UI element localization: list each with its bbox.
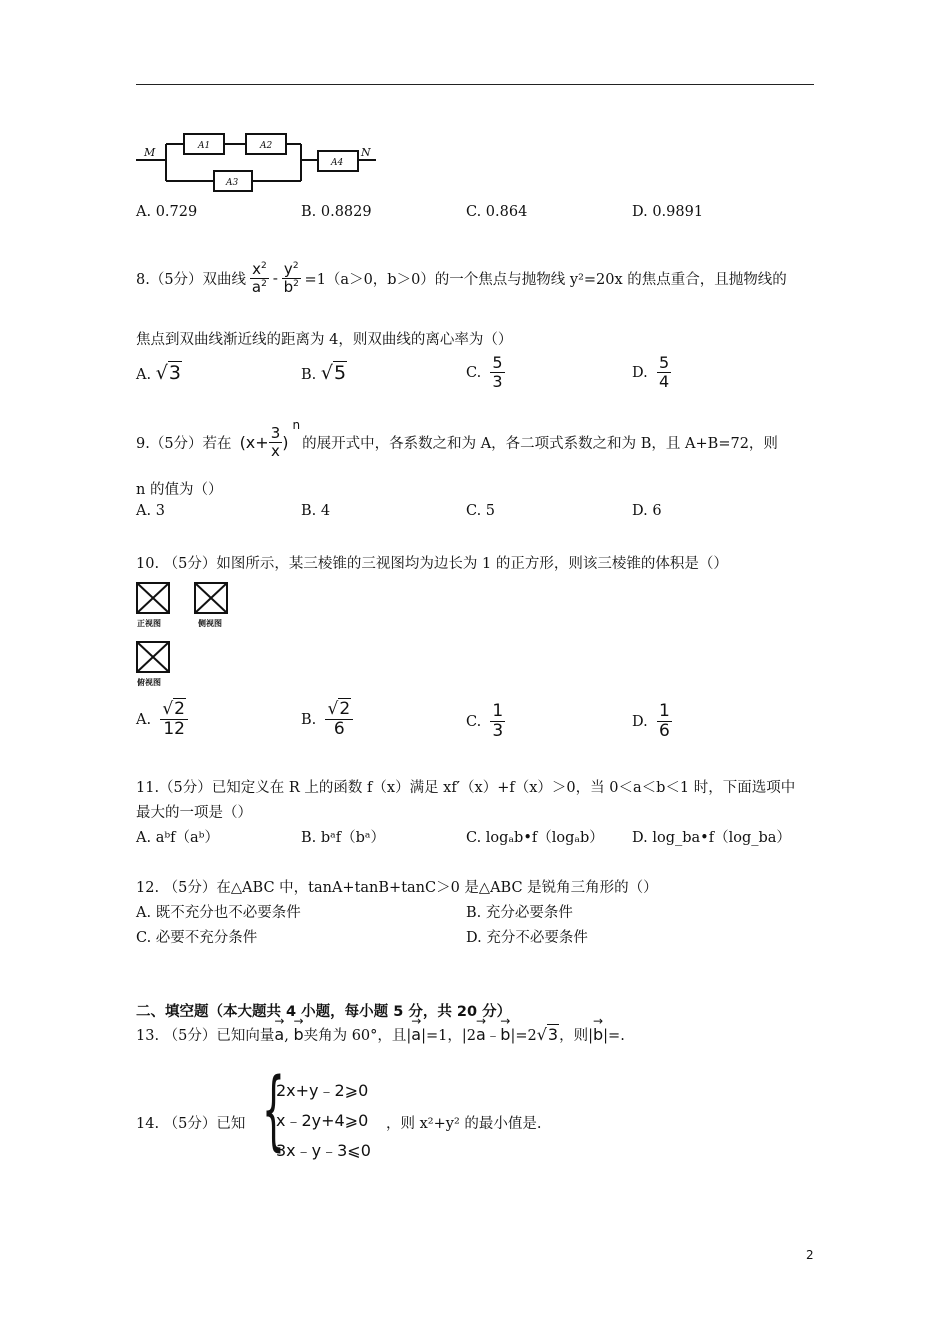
- q8-option-d: D. $\frac{5}{4}$: [632, 353, 670, 391]
- view-front-label: 正视图: [137, 619, 161, 628]
- q12-option-d: D. 充分不必要条件: [466, 930, 588, 946]
- q10-text: 10. （5分）如图所示，某三棱锥的三视图均为边长为 1 的正方形，则该三棱锥的体积是（）: [136, 556, 728, 572]
- q9-prefix: 9.（5分）若在: [136, 436, 232, 452]
- circuit-diagram: [136, 128, 386, 194]
- q11-option-c: C. logₐb•f（logₐb）: [466, 830, 604, 846]
- q14-suffix: ，则 x²+y² 的最小值是.: [386, 1116, 542, 1132]
- label-a2: A2: [260, 141, 273, 151]
- q13-part4: ，则|: [559, 1028, 593, 1044]
- label-a3: A3: [226, 178, 239, 188]
- q13-end: |=.: [603, 1028, 625, 1044]
- q8-option-b: B. √5: [301, 362, 347, 384]
- label-m: M: [144, 146, 156, 159]
- q9-option-d: D. 6: [632, 503, 662, 519]
- q7-option-b: B. 0.8829: [301, 204, 372, 220]
- q7-option-d: D. 0.9891: [632, 204, 704, 220]
- q12-option-c: C. 必要不充分条件: [136, 930, 258, 946]
- q12-option-a: A. 既不充分也不必要条件: [136, 905, 301, 921]
- q7-option-a: A. 0.729: [136, 204, 198, 220]
- q11-line1: 11.（5分）已知定义在 R 上的函数 f（x）满足 xf′（x）+f（x）＞0，当 0＜a＜b＜1 时，下面选项中: [136, 780, 796, 796]
- label-n: N: [361, 146, 371, 159]
- q11-option-d: D. log_ba•f（log_ba）: [632, 830, 791, 846]
- q8-frac-x: $\frac{x^2}{a^2}$: [251, 260, 267, 296]
- q12-text: 12. （5分）在△ABC 中，tanA+tanB+tanC＞0 是△ABC 是锐角三角形的（）: [136, 880, 658, 896]
- q13-part3: |=2: [510, 1028, 537, 1044]
- q8-option-a: A. √3: [136, 362, 181, 384]
- q14-brace: {: [262, 1062, 285, 1162]
- q11-line2: 最大的一项是（）: [136, 805, 252, 821]
- page-number: 2: [806, 1248, 814, 1262]
- three-view-figure: [136, 582, 236, 688]
- q13-prefix: 13. （5分）已知向量: [136, 1028, 275, 1044]
- q9-option-b: B. 4: [301, 503, 331, 519]
- q14-row3: 3x﹣y﹣3⩽0: [276, 1141, 371, 1160]
- q11-option-a: A. aᵇf（aᵇ）: [136, 830, 219, 846]
- section-heading: 二、填空题（本大题共 4 小题，每小题 5 分，共 20 分）: [136, 1004, 512, 1020]
- q10-option-d: D. $\frac{1}{6}$: [632, 701, 670, 741]
- q8-option-c: C. $\frac{5}{3}$: [466, 353, 503, 391]
- header-rule: [136, 84, 814, 85]
- q8-frac-y: $\frac{y^2}{b^2}$: [283, 260, 299, 296]
- q14-row1: 2x+y﹣2⩾0: [276, 1081, 369, 1100]
- q8-prefix: 8.（5分）双曲线: [136, 272, 247, 288]
- q12-option-b: B. 充分必要条件: [466, 905, 573, 921]
- q10-option-c: C. $\frac{1}{3}$: [466, 701, 504, 741]
- q9-line2: n 的值为（）: [136, 482, 223, 498]
- q13-line: 13. （5分）已知向量 → a , → b 夹角为 60°，且| → a |=1，|2 → a ﹣ → b |=2 √3 ，则| → b |=.: [136, 1024, 625, 1045]
- label-a1: A1: [198, 141, 211, 151]
- q10-option-b: B. $\frac{√2}{6}$: [301, 701, 353, 738]
- q14-prefix: 14. （5分）已知: [136, 1116, 246, 1132]
- q13-mid: 夹角为 60°，且|: [303, 1028, 412, 1044]
- view-side-label: 侧视图: [198, 619, 222, 628]
- q14-row2: x﹣2y+4⩾0: [276, 1111, 369, 1130]
- q7-option-c: C. 0.864: [466, 204, 528, 220]
- q13-part2: |=1，|2: [421, 1028, 476, 1044]
- q9-option-a: A. 3: [136, 503, 165, 519]
- q8-line2: 焦点到双曲线渐近线的距离为 4，则双曲线的离心率为（）: [136, 332, 513, 348]
- q9-option-c: C. 5: [466, 503, 496, 519]
- q11-option-b: B. bᵃf（bᵃ）: [301, 830, 385, 846]
- view-top-label: 俯视图: [137, 678, 161, 687]
- label-a4: A4: [331, 158, 344, 168]
- q8-mid: =1（a＞0，b＞0）的一个焦点与抛物线 y²=20x 的焦点重合，且抛物线的: [304, 272, 787, 288]
- q9-line1: 9.（5分）若在 (x+ $\frac{3}{x}$ ) n 的展开式中，各系数之和为 A，各二项式系数之和为 B，且 A+B=72，则: [136, 417, 778, 460]
- q8-line1: 8.（5分）双曲线 $\frac{x^2}{a^2}$ - $\frac{y^2}{b^2}$ =1（a＞0，b＞0）的一个焦点与抛物线 y²=20x 的焦点重合，且抛物线的: [136, 260, 787, 296]
- q9-mid: 的展开式中，各系数之和为 A，各二项式系数之和为 B，且 A+B=72，则: [302, 436, 778, 452]
- q10-option-a: A. $\frac{√2}{12}$: [136, 701, 188, 738]
